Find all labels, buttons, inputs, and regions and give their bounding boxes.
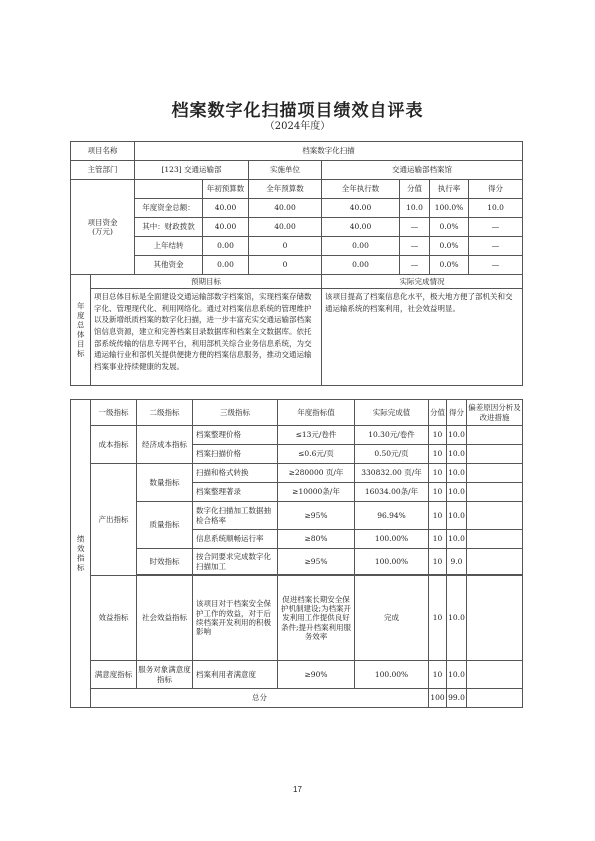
level1-benefit: 效益指标 xyxy=(91,576,137,661)
target-cell: ≥80% xyxy=(278,530,355,549)
fund-cell: 10.0 xyxy=(469,199,523,218)
annual-goal-side-label: 年度总体目标 xyxy=(71,275,91,386)
level1-output: 产出指标 xyxy=(91,464,137,576)
dept-value: [123] 交通运输部 xyxy=(135,161,249,180)
deviation-cell xyxy=(467,483,523,502)
level3-cell: 档案整理价格 xyxy=(193,426,278,445)
fund-cell: — xyxy=(469,256,523,275)
fund-row-label: 上年结转 xyxy=(135,237,203,256)
fund-cell: 100.0% xyxy=(430,199,469,218)
indicator-row xyxy=(71,426,523,445)
score-cell: 10 xyxy=(429,426,447,445)
level1-cost: 成本指标 xyxy=(91,426,137,464)
fund-cell: 0.0% xyxy=(430,237,469,256)
indicator-row xyxy=(71,464,523,483)
score-cell: 10 xyxy=(429,483,447,502)
funds-header-initial: 年初预算数 xyxy=(203,180,249,199)
indicator-row xyxy=(71,661,523,689)
got-cell: 10.0 xyxy=(447,483,467,502)
got-cell: 10.0 xyxy=(447,502,467,530)
fund-cell: 0 xyxy=(249,256,322,275)
deviation-cell xyxy=(467,530,523,549)
header-actual: 实际完成值 xyxy=(355,400,429,426)
target-cell: 促进档案长期安全保护机制建设;为档案开发利用工作提供良好条件;提升档案利用服务效率 xyxy=(278,576,355,661)
actual-cell: 100.00% xyxy=(355,549,429,575)
total-got: 99.0 xyxy=(447,689,467,708)
got-cell: 9.0 xyxy=(447,549,467,575)
impl-label: 实施单位 xyxy=(249,161,322,180)
header-got: 得分 xyxy=(447,400,467,426)
level2-service-satisfaction: 服务对象满意度指标 xyxy=(137,661,193,689)
fund-cell: 0 xyxy=(249,237,322,256)
score-cell: 10 xyxy=(429,445,447,464)
actual-result-text: 该项目提高了档案信息化水平，极大地方便了部机关和交通运输系统的档案利用，社会效益明显。 xyxy=(322,289,523,386)
project-info-table xyxy=(70,141,523,386)
fund-row-fiscal xyxy=(71,218,523,237)
header-level2: 二级指标 xyxy=(137,400,193,426)
target-cell: ≥10000条/年 xyxy=(278,483,355,502)
funds-header-budget: 全年预算数 xyxy=(249,180,322,199)
header-target: 年度指标值 xyxy=(278,400,355,426)
total-row xyxy=(71,689,523,708)
actual-cell: 330832.00 页/年 xyxy=(355,464,429,483)
level2-timeliness: 时效指标 xyxy=(137,549,193,575)
actual-cell: 10.30元/卷件 xyxy=(355,426,429,445)
expected-goal-text: 项目总体目标是全面建设交通运输部数字档案馆，实现档案存储数字化、管理现代化、利用网络化。通过对档案信息系统的管理维护以及新增纸质档案的数字化扫描，进一步丰富充实交通运输部档案馆信息资源，建立和完善档案目录数据库和档案全文数据库。依托部系统传输的信息专网平台，利用部机关综合业务信息系统，为交通运输行业和部机关提供便捷方便的档案信息服务，推动交通运输档案事业持续健康的发展。 xyxy=(91,289,322,386)
fund-cell: 0.00 xyxy=(322,237,400,256)
total-label: 总分 xyxy=(91,689,429,708)
indicator-row xyxy=(71,502,523,530)
score-cell: 10 xyxy=(429,464,447,483)
level3-cell: 数字化扫描加工数据抽检合格率 xyxy=(193,502,278,530)
actual-cell: 96.94% xyxy=(355,502,429,530)
header-level3: 三级指标 xyxy=(193,400,278,426)
level3-cell: 信息系统顺畅运行率 xyxy=(193,530,278,549)
fund-cell: — xyxy=(400,218,430,237)
dept-label: 主管部门 xyxy=(71,161,135,180)
page-subtitle: （2024年度） xyxy=(264,121,331,132)
project-name-label: 项目名称 xyxy=(71,142,135,161)
target-cell: ≥95% xyxy=(278,549,355,575)
actual-cell: 100.00% xyxy=(355,661,429,689)
funds-header-score: 分值 xyxy=(400,180,430,199)
fund-row-label: 年度资金总额： xyxy=(135,199,203,218)
funds-header-got: 得分 xyxy=(469,180,523,199)
deviation-cell xyxy=(467,576,523,661)
level2-economic-cost: 经济成本指标 xyxy=(137,426,193,464)
score-cell: 10 xyxy=(429,502,447,530)
level3-cell: 按合同要求完成数字化扫描加工 xyxy=(193,549,278,575)
fund-cell: 40.00 xyxy=(203,199,249,218)
actual-cell: 完成 xyxy=(355,576,429,661)
total-score: 100 xyxy=(429,689,447,708)
performance-side-label: 绩效指标 xyxy=(71,400,91,708)
level2-quality: 质量指标 xyxy=(137,502,193,549)
level3-cell: 扫描和格式转换 xyxy=(193,464,278,483)
target-cell: ≥95% xyxy=(278,502,355,530)
level1-satisfaction: 满意度指标 xyxy=(91,661,137,689)
funds-label: 项目资金 (万元) xyxy=(71,180,135,275)
total-deviation xyxy=(467,689,523,708)
actual-cell: 100.00% xyxy=(355,530,429,549)
level3-cell: 档案利用者满意度 xyxy=(193,661,278,689)
level3-cell: 档案扫描价格 xyxy=(193,445,278,464)
fund-cell: — xyxy=(400,237,430,256)
deviation-cell xyxy=(467,426,523,445)
fund-row-label: 其他资金 xyxy=(135,256,203,275)
header-deviation: 偏差原因分析及改进措施 xyxy=(467,400,523,426)
fund-row-other xyxy=(71,256,523,275)
project-name-value: 档案数字化扫描 xyxy=(135,142,523,161)
indicator-row xyxy=(71,576,523,661)
fund-cell: — xyxy=(469,218,523,237)
funds-header-blank xyxy=(135,180,203,199)
got-cell: 10.0 xyxy=(447,530,467,549)
target-cell: ≤13元/卷件 xyxy=(278,426,355,445)
impl-value: 交通运输部档案馆 xyxy=(322,161,523,180)
fund-cell: 40.00 xyxy=(249,199,322,218)
got-cell: 10.0 xyxy=(447,426,467,445)
fund-cell: 40.00 xyxy=(249,218,322,237)
fund-cell: 0.0% xyxy=(430,218,469,237)
header-score: 分值 xyxy=(429,400,447,426)
level2-quantity: 数量指标 xyxy=(137,464,193,502)
score-cell: 10 xyxy=(429,530,447,549)
target-cell: ≥90% xyxy=(278,661,355,689)
indicator-row xyxy=(71,549,523,575)
fund-cell: 40.00 xyxy=(322,199,400,218)
got-cell: 10.0 xyxy=(447,464,467,483)
deviation-cell xyxy=(467,549,523,575)
got-cell: 10.0 xyxy=(447,445,467,464)
fund-row-label: 其中：财政拨款 xyxy=(135,218,203,237)
fund-cell: 0.00 xyxy=(203,237,249,256)
fund-cell: 0.0% xyxy=(430,256,469,275)
score-cell: 10 xyxy=(429,661,447,689)
page-title: 档案数字化扫描项目绩效自评表 xyxy=(171,101,424,121)
fund-cell: 40.00 xyxy=(203,218,249,237)
actual-cell: 16034.00条/年 xyxy=(355,483,429,502)
performance-indicator-table xyxy=(70,399,523,708)
score-cell: 10 xyxy=(429,576,447,661)
fund-row-total xyxy=(71,199,523,218)
fund-cell: 40.00 xyxy=(322,218,400,237)
expected-goal-header: 预期目标 xyxy=(91,275,322,289)
level3-cell: 档案整理著录 xyxy=(193,483,278,502)
fund-cell: 0.00 xyxy=(322,256,400,275)
target-cell: ≥280000 页/年 xyxy=(278,464,355,483)
got-cell: 10.0 xyxy=(447,661,467,689)
funds-header-rate: 执行率 xyxy=(430,180,469,199)
deviation-cell xyxy=(467,661,523,689)
fund-cell: 10.0 xyxy=(400,199,430,218)
fund-cell: — xyxy=(469,237,523,256)
level2-social-benefit: 社会效益指标 xyxy=(137,576,193,661)
actual-result-header: 实际完成情况 xyxy=(322,275,523,289)
deviation-cell xyxy=(467,445,523,464)
got-cell: 10.0 xyxy=(447,576,467,661)
fund-row-carryover xyxy=(71,237,523,256)
level3-cell: 该项目对于档案安全保护工作的效益，对于后续档案开发利用的积极影响 xyxy=(193,576,278,661)
actual-cell: 0.50元/页 xyxy=(355,445,429,464)
fund-cell: 0.00 xyxy=(203,256,249,275)
score-cell: 10 xyxy=(429,549,447,575)
deviation-cell xyxy=(467,464,523,483)
funds-header-executed: 全年执行数 xyxy=(322,180,400,199)
target-cell: ≤0.6元/页 xyxy=(278,445,355,464)
header-level1: 一级指标 xyxy=(91,400,137,426)
fund-cell: — xyxy=(400,256,430,275)
deviation-cell xyxy=(467,502,523,530)
page-number: 17 xyxy=(293,785,302,794)
